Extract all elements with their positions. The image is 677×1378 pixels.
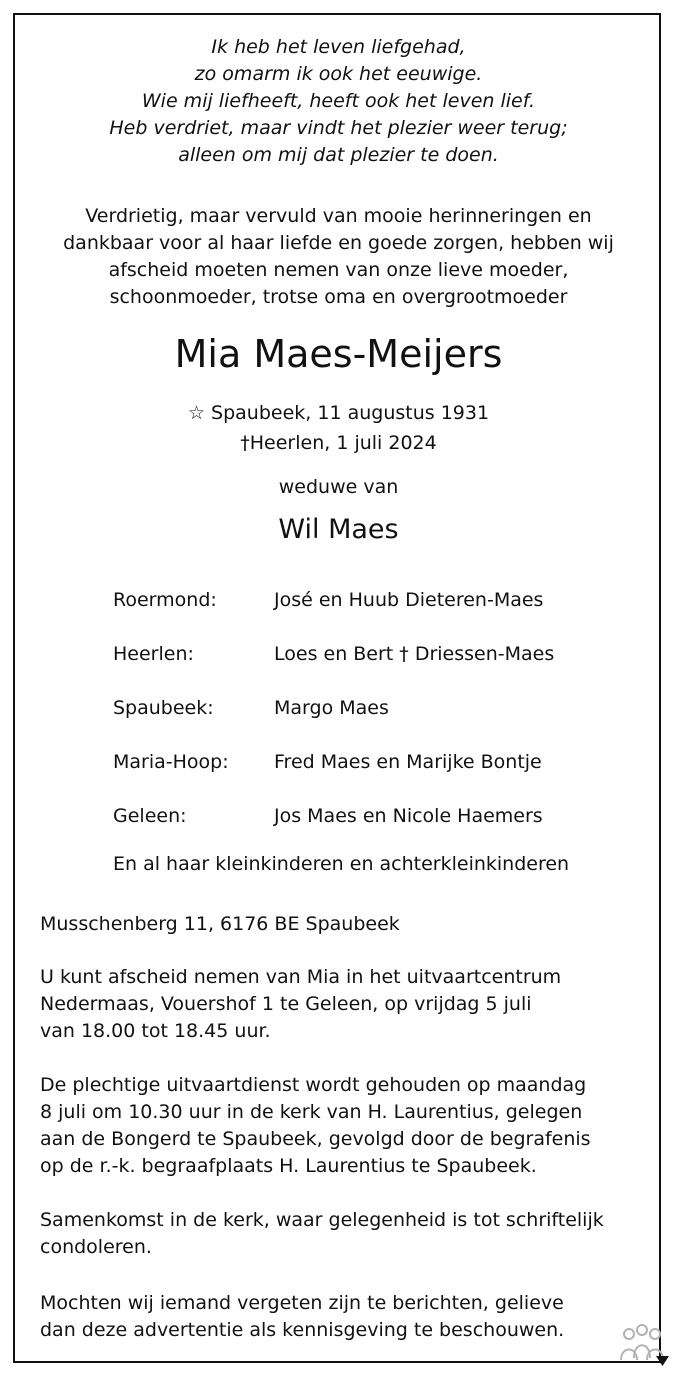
intro-line: dankbaar voor al haar liefde en goede zorgen, hebben wij [63,232,614,254]
family-row [113,748,653,802]
family-row [113,694,653,748]
family-names: Margo Maes [274,697,389,719]
death-line [0,429,677,457]
visitation-line: van 18.00 tot 18.45 uur. [40,1020,271,1042]
cross-icon: † [240,432,250,454]
poem-line: Wie mij liefheeft, heeft ook het leven lief. [141,90,536,112]
poem-line: Heb verdriet, maar vindt het plezier weer terug; [109,117,568,139]
birth-details: Spaubeek, 11 augustus 1931 [211,402,490,424]
intro-line: schoonmoeder, trotse oma en overgrootmoeder [109,286,568,308]
poem-line: zo omarm ik ook het eeuwige. [194,63,483,85]
family-list [113,586,653,856]
service-line: 8 juli om 10.30 uur in de kerk van H. Laurentius, gelegen [40,1101,583,1123]
notice-paragraph [40,1290,640,1344]
service-line: op de r.-k. begraafplaats H. Laurentius te Spaubeek. [40,1155,537,1177]
intro-line: Verdrietig, maar vervuld van mooie herinneringen en [85,205,592,227]
visitation-paragraph [40,964,640,1045]
widow-of-label: weduwe van [278,476,399,498]
family-names: Fred Maes en Marijke Bontje [274,751,542,773]
service-line: De plechtige uitvaartdienst wordt gehouden op maandag [40,1074,587,1096]
family-names: Jos Maes en Nicole Haemers [274,805,543,827]
gathering-line: condoleren. [40,1236,152,1258]
address: Musschenberg 11, 6176 BE Spaubeek [40,913,400,935]
visitation-line: U kunt afscheid nemen van Mia in het uitvaartcentrum [40,966,562,988]
family-place: Geleen: [113,805,187,827]
family-row [113,640,653,694]
death-details: Heerlen, 1 juli 2024 [249,432,437,454]
family-row [113,586,653,640]
poem-line: Ik heb het leven liefgehad, [211,36,466,58]
grandchildren-line: En al haar kleinkinderen en achterkleinkinderen [113,853,570,875]
star-icon: ☆ [187,402,205,424]
family-place: Maria-Hoop: [113,751,229,773]
birth-line [0,399,677,427]
family-place: Roermond: [113,589,217,611]
gathering-line: Samenkomst in de kerk, waar gelegenheid is tot schriftelijk [40,1209,604,1231]
husband-name: Wil Maes [278,514,399,545]
intro-text [0,203,677,311]
notice-line: dan deze advertentie als kennisgeving te beschouwen. [40,1319,565,1341]
family-place: Heerlen: [113,643,194,665]
family-names: Loes en Bert † Driessen-Maes [274,643,555,665]
service-paragraph [40,1072,640,1180]
service-line: aan de Bongerd te Spaubeek, gevolgd door de begrafenis [40,1128,591,1150]
family-row [113,802,653,856]
poem [0,34,677,169]
gathering-paragraph [40,1207,640,1261]
family-names: José en Huub Dieteren-Maes [274,589,544,611]
intro-line: afscheid moeten nemen van onze lieve moeder, [108,259,569,281]
people-group-icon [616,1322,672,1368]
family-place: Spaubeek: [113,697,214,719]
notice-line: Mochten wij iemand vergeten zijn te berichten, gelieve [40,1292,564,1314]
poem-line: alleen om mij dat plezier te doen. [178,144,499,166]
deceased-name: Mia Maes-Meijers [174,332,503,376]
visitation-line: Nedermaas, Vouershof 1 te Geleen, op vrijdag 5 juli [40,993,532,1015]
